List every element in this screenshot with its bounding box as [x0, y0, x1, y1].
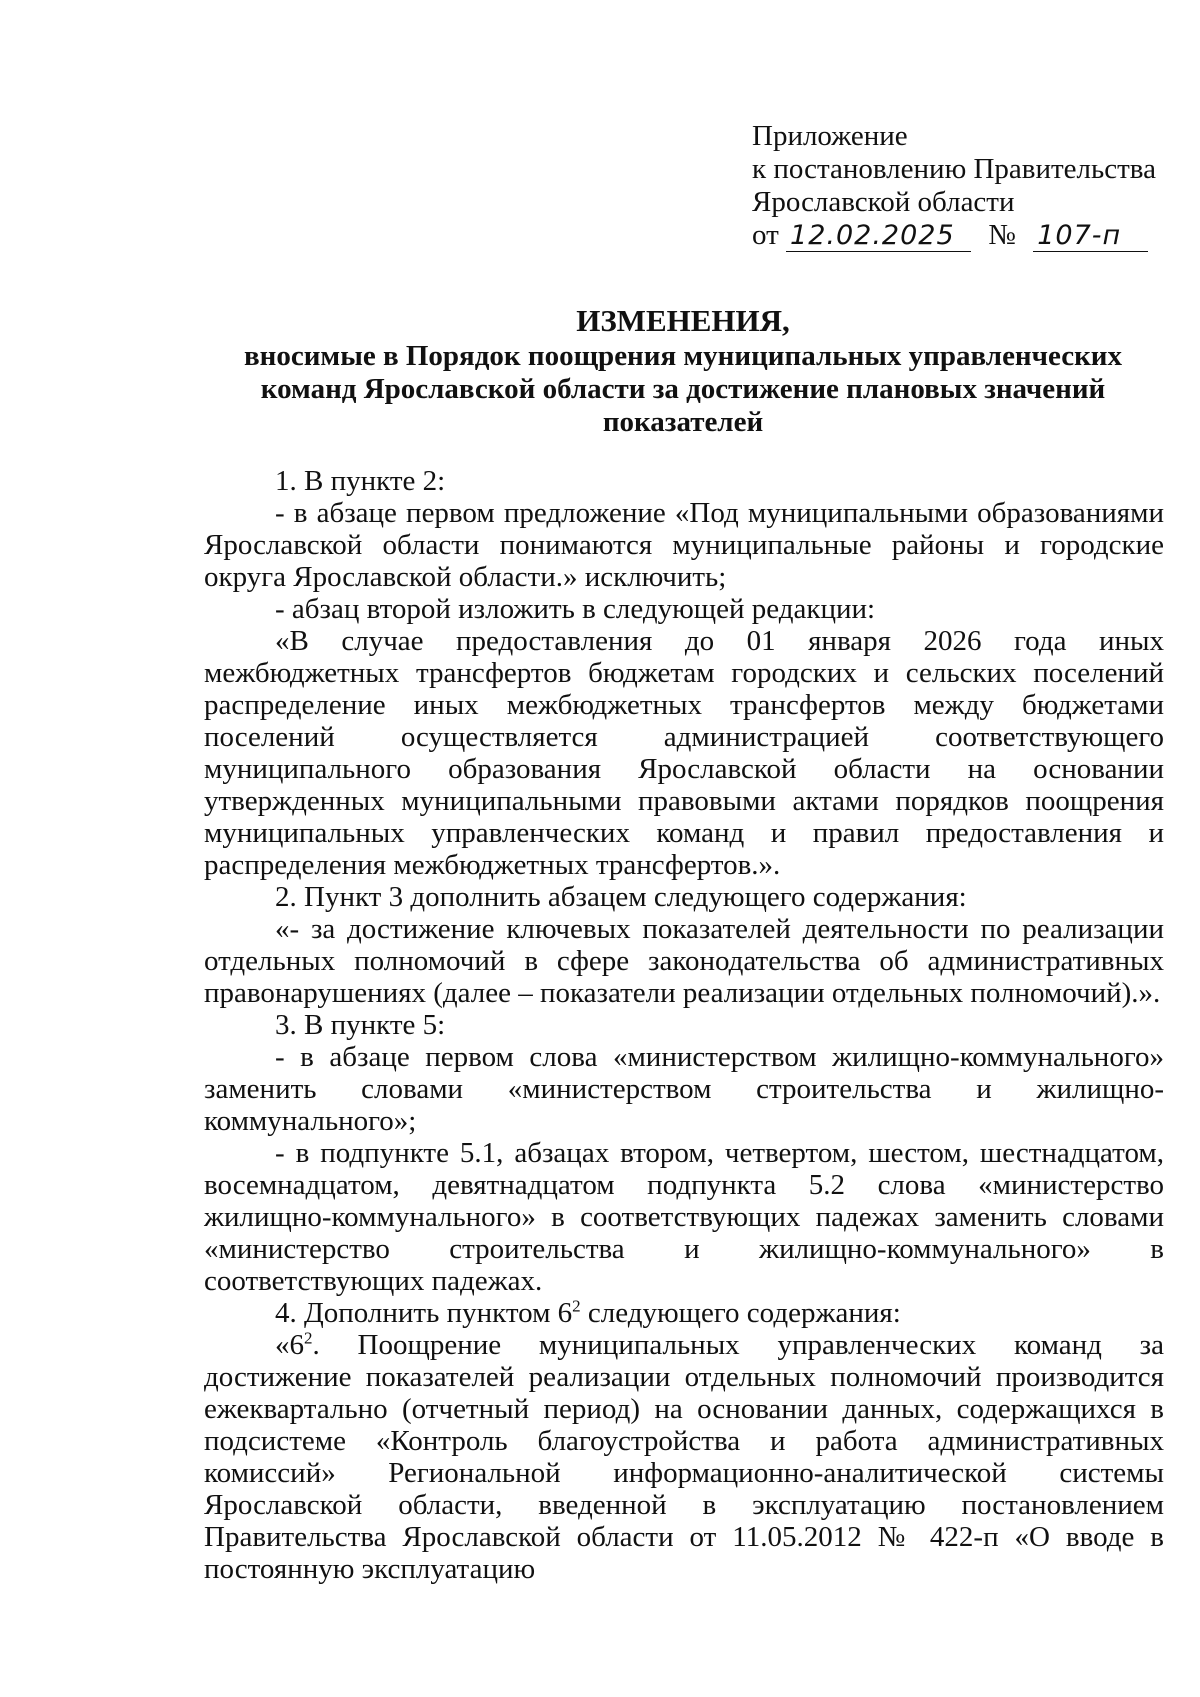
- paragraph-6: «- за достижение ключевых показателей деятельности по реализации отдельных полномочий в сфере законодательства об административных правонарушениях (далее – показатели реализации отдельных полномочий).».: [204, 913, 1164, 1009]
- p11-text-end: . Поощрение муниципальных управленческих команд за достижение показателей реализации отдельных полномочий производится ежеквартально (отчетный период) на основании данных, содержащихся в подсистеме «Контроль благоустройства и работа административных комиссий» Региональной информационно-аналитической системы Ярославской области, введенной в эксплуатацию постановлением Правительства Ярославской области от 11.05.2012 № 422-п «О вводе в постоянную эксплуатацию: [204, 1329, 1164, 1585]
- appendix-region: Ярославской области: [752, 186, 1015, 218]
- document-title: [200, 304, 1166, 439]
- appendix-block: [752, 120, 1172, 252]
- p11-text-start: «6: [275, 1329, 304, 1361]
- handwritten-number: 107-п: [1033, 221, 1148, 252]
- paragraph-11: [204, 1329, 1164, 1585]
- appendix-title: Приложение: [752, 120, 908, 152]
- p11-superscript: 2: [304, 1328, 313, 1348]
- paragraph-10: [204, 1297, 1164, 1329]
- p10-superscript: 2: [572, 1296, 581, 1316]
- paragraph-4: «В случае предоставления до 01 января 2026 года иных межбюджетных трансфертов бюджетам городских и сельских поселений распределение иных межбюджетных трансфертов между бюджетами поселений осуществляется администрацией соответствующего муниципального образования Ярославской области на основании утвержденных муниципальными правовыми актами порядков поощрения муниципальных управленческих команд и правил предоставления и распределения межбюджетных трансфертов.».: [204, 625, 1164, 881]
- paragraph-9: - в подпункте 5.1, абзацах втором, четвертом, шестом, шестнадцатом, восемнадцатом, девятнадцатом подпункта 5.2 слова «министерство жилищно-коммунального» в соответствующих падежах заменить словами «министерство строительства и жилищно-коммунального» в соответствующих падежах.: [204, 1137, 1164, 1297]
- paragraph-7: 3. В пункте 5:: [275, 1009, 446, 1041]
- paragraph-3: - абзац второй изложить в следующей редакции:: [275, 593, 876, 625]
- paragraph-8: - в абзаце первом слова «министерством жилищно-коммунального» заменить словами «министерством строительства и жилищно-коммунального»;: [204, 1041, 1164, 1137]
- paragraph-2: - в абзаце первом предложение «Под муниципальными образованиями Ярославской области понимаются муниципальные районы и городские округа Ярославской области.» исключить;: [204, 497, 1164, 593]
- handwritten-date: 12.02.2025: [786, 221, 971, 252]
- p10-text-start: 4. Дополнить пунктом 6: [275, 1297, 573, 1329]
- p10-text-end: следующего содержания:: [580, 1297, 901, 1329]
- title-main: ИЗМЕНЕНИЯ,: [576, 303, 790, 338]
- appendix-reference: к постановлению Правительства: [752, 153, 1156, 185]
- from-label: от: [752, 219, 779, 251]
- title-subtitle: вносимые в Порядок поощрения муниципальных управленческих команд Ярославской области за достижение плановых значений показателей: [243, 340, 1123, 438]
- appendix-date-number-line: [752, 219, 1172, 252]
- number-label: №: [988, 219, 1016, 251]
- paragraph-5: 2. Пункт 3 дополнить абзацем следующего содержания:: [275, 881, 967, 913]
- paragraph-1: 1. В пункте 2:: [275, 465, 446, 497]
- document-body: [204, 465, 1164, 1585]
